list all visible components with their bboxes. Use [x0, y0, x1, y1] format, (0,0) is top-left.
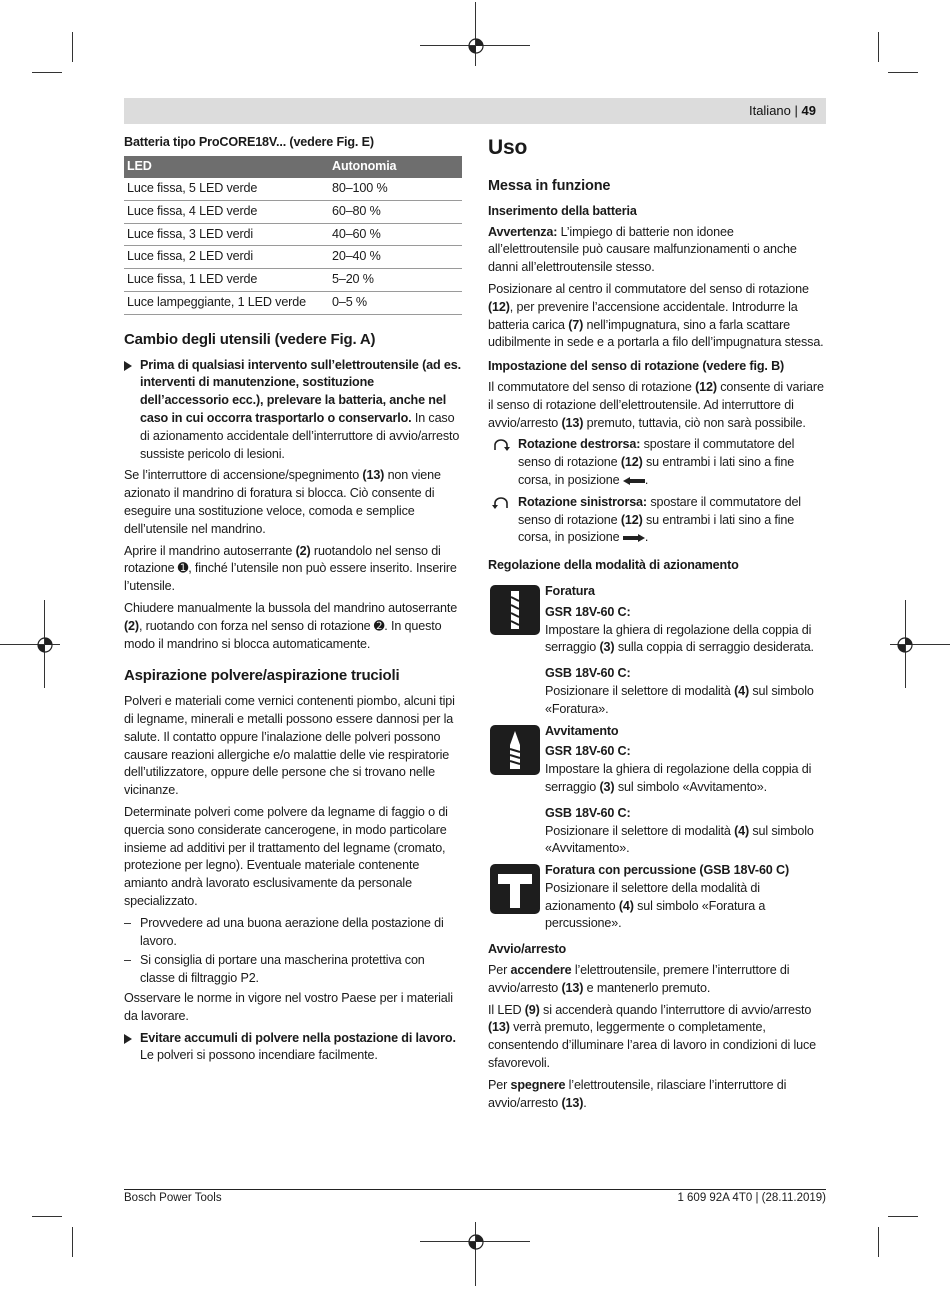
warning-bold-text: Evitare accumuli di polvere nella postazione di lavoro. [140, 1030, 456, 1045]
rotation-left-icon [492, 496, 510, 510]
bold-text: Rotazione sinistrorsa: [518, 494, 647, 509]
reference-number: (12) [488, 299, 510, 314]
table-cell: Luce fissa, 5 LED verde [124, 178, 329, 201]
text: Il LED [488, 1002, 525, 1017]
text: su entrambi i lati sino a fine corsa, in posizione [518, 455, 795, 487]
table-header-led: LED [124, 156, 329, 178]
table-header-autonomia: Autonomia [329, 156, 462, 178]
table-caption: Batteria tipo ProCORE18V... (vedere Fig. E) [124, 135, 374, 149]
left-column [124, 134, 462, 1069]
paragraph [488, 224, 826, 277]
section-title-cambio: Cambio degli utensili (vedere Fig. A) [124, 330, 376, 348]
right-column [488, 134, 826, 1116]
text: Per [488, 963, 511, 978]
crop-mark [878, 32, 879, 62]
model-label: GSR 18V-60 C: [545, 744, 631, 759]
table-cell: 0–5 % [329, 292, 462, 315]
table-cell: 60–80 % [329, 200, 462, 223]
text: , ruotando con forza nel senso di rotazione ➋. In questo modo il mandrino si blocca automaticamente. [124, 618, 442, 651]
arrow-right-icon [623, 534, 645, 542]
table-cell: 80–100 % [329, 178, 462, 201]
text: Impostare la ghiera di regolazione della coppia di serraggio [545, 622, 812, 655]
warning-arrow-icon [124, 1034, 132, 1044]
section-title-messa: Messa in funzione [488, 178, 611, 194]
list-item [124, 915, 462, 951]
reference-number: (13) [561, 980, 584, 995]
table-cell: 20–40 % [329, 246, 462, 269]
subsection-title: Avvio/arresto [488, 942, 567, 957]
list-item-text: Si consiglia di portare una mascherina protettiva con classe di filtraggio P2. [140, 953, 425, 986]
table-cell: Luce fissa, 3 LED verdi [124, 223, 329, 246]
text: su entrambi i lati sino a fine corsa, in posizione [518, 512, 795, 545]
text: Posizionare il selettore di modalità [545, 683, 735, 698]
table-cell: Luce fissa, 1 LED verde [124, 269, 329, 292]
dash-bullet: – [124, 915, 131, 930]
text: sul simbolo «Foratura a percussione». [545, 898, 766, 931]
reference-number: (13) [362, 468, 385, 483]
text: . [583, 1095, 587, 1110]
list-item [124, 952, 462, 988]
paragraph [488, 1077, 826, 1113]
table-row [124, 246, 462, 269]
warning-arrow-icon [124, 361, 132, 371]
reference-number: (4) [618, 898, 634, 913]
rotation-right-item [488, 436, 826, 489]
rotation-left-item [488, 494, 826, 547]
table-row [124, 200, 462, 223]
crop-mark [72, 1227, 73, 1257]
table-cell: 5–20 % [329, 269, 462, 292]
paragraph [545, 622, 826, 658]
text: si accenderà quando l’interruttore di avvio/arresto [539, 1002, 812, 1017]
text: . [644, 530, 649, 545]
text: nell’impugnatura, sino a farla scattare udibilmente in sede e a portarla a filo dell’impugnatura stessa. [488, 317, 824, 350]
text: Chiudere manualmente la bussola del mandrino autoserrante [124, 601, 458, 616]
reference-number: (7) [568, 317, 584, 332]
bold-text: Avvertenza: [488, 224, 558, 239]
table-cell: Luce lampeggiante, 1 LED verde [124, 292, 329, 315]
paragraph [124, 467, 462, 538]
table-header-row [124, 156, 462, 178]
text: Posizionare al centro il commutatore del senso di rotazione [488, 281, 809, 296]
paragraph [488, 281, 826, 352]
text: l’elettroutensile, premere l’interruttore di avvio/arresto [488, 963, 790, 995]
arrow-left-icon [623, 477, 645, 485]
crop-mark [72, 32, 73, 62]
paragraph: Osservare le norme in vigore nel vostro Paese per i materiali da lavorare. [124, 990, 453, 1023]
reference-number: (3) [599, 640, 615, 655]
paragraph [545, 880, 826, 933]
text: e mantenerlo premuto. [583, 980, 711, 995]
mode-title: Foratura con percussione (GSB 18V-60 C) [545, 863, 789, 878]
paragraph [545, 683, 826, 719]
text: Posizionare il selettore della modalità di azionamento [545, 880, 760, 913]
text: spostare il commutatore del senso di rotazione [518, 437, 795, 470]
text: consente di variare il senso di rotazione dell’elettroutensile. Ad interruttore di avvio/arresto [488, 379, 824, 430]
text: , per prevenire l’accensione accidentale. Introdurre la batteria carica [488, 299, 798, 332]
text: Posizionare il selettore di modalità [545, 823, 735, 838]
mode-title: Foratura [545, 583, 595, 598]
hammer-mode-icon [490, 864, 540, 914]
table-row [124, 223, 462, 246]
text: Se l’interruttore di accensione/spegnimento [124, 468, 363, 483]
chapter-title: Uso [488, 136, 528, 159]
text: . [644, 472, 649, 487]
crop-mark [32, 1216, 62, 1217]
text: verrà premuto, leggermente o completamente, consentendo d’illuminare l’area di lavoro in condizioni di luce sfavorevoli. [488, 1020, 816, 1071]
footer-brand: Bosch Power Tools [124, 1192, 222, 1204]
footer-rule [124, 1189, 826, 1190]
table-cell: 40–60 % [329, 223, 462, 246]
crop-mark [32, 72, 62, 73]
page-number: 49 [801, 103, 816, 118]
reference-number: (9) [524, 1002, 540, 1017]
subsection-title: Regolazione della modalità di azionamento [488, 558, 739, 573]
screw-mode-icon [490, 725, 540, 775]
text: sul simbolo «Foratura». [545, 683, 814, 716]
registration-mark-icon [894, 634, 916, 656]
registration-mark-icon [465, 1231, 487, 1253]
reference-number: (12) [620, 512, 643, 527]
text: sul simbolo «Avvitamento». [545, 823, 814, 856]
paragraph: Polveri e materiali come vernici contenenti piombo, alcuni tipi di legname, minerali e metalli possono essere dannosi per la salute. Il contatto oppure l’inalazione delle polveri possono causare reazioni allergiche e/o malattie delle vie respiratorie dell’utilizzatore, oppure delle persone che si trovano nelle vicinanze. [124, 694, 455, 798]
safety-warning [124, 357, 462, 464]
paragraph [488, 962, 826, 998]
paragraph [124, 600, 462, 653]
dash-bullet: – [124, 953, 131, 968]
paragraph [488, 1002, 826, 1073]
reference-number: (13) [561, 415, 584, 430]
text: l’elettroutensile, rilasciare l’interruttore di avvio/arresto [488, 1077, 787, 1110]
paragraph: Determinate polveri come polvere da legname di faggio o di quercia sono considerate cancerogene, in modo particolare insieme ad additivi per il trattamento del legname (cromato, protezione per legno). Eventuale materiale contenente amianto andrà lavorato esclusivamente da personale specializzato. [124, 805, 448, 908]
reference-number: (12) [620, 455, 643, 470]
crop-mark [878, 1227, 879, 1257]
warning-text: Le polveri si possono incendiare facilmente. [140, 1048, 378, 1063]
registration-mark-icon [34, 634, 56, 656]
table-cell: Luce fissa, 4 LED verde [124, 200, 329, 223]
model-label: GSB 18V-60 C: [545, 805, 631, 820]
section-title-aspirazione: Aspirazione polvere/aspirazione trucioli [124, 667, 400, 685]
reference-number: (2) [295, 543, 311, 558]
paragraph [124, 543, 462, 596]
text: sul simbolo «Avvitamento». [614, 779, 767, 794]
model-label: GSB 18V-60 C: [545, 666, 631, 681]
text: premuto, tuttavia, ciò non sarà possibile. [583, 415, 806, 430]
text: ruotandolo nel senso di rotazione ➊, finché l’utensile non può essere inserito. Inserire l’utensile. [124, 543, 457, 594]
text: non viene azionato il mandrino di foratura si blocca. Ciò consente di eseguire una sostituzione veloce, comoda e semplice dell’utensile nel mandrino. [124, 468, 441, 536]
header-language: Italiano [748, 103, 791, 118]
drill-mode-icon [490, 585, 540, 635]
table-row [124, 178, 462, 201]
warning-bold-text: Prima di qualsiasi intervento sull’elettroutensile (ad es. interventi di manutenzione, sostituzione dell’accessorio ecc.), prelevare la batteria, anche nel caso in cui occorra trasportarlo o conservarlo. [140, 357, 461, 426]
table-cell: Luce fissa, 2 LED verdi [124, 246, 329, 269]
battery-led-table [124, 156, 462, 315]
reference-number: (4) [734, 823, 750, 838]
reference-number: (4) [734, 683, 750, 698]
text: spostare il commutatore del senso di rotazione [518, 494, 801, 527]
subsection-title: Inserimento della batteria [488, 203, 637, 218]
mode-foratura [488, 583, 826, 719]
warning-text: In caso di azionamento accidentale dell’interruttore di avvio/arresto sussiste pericolo di lesioni. [140, 411, 460, 461]
reference-number: (13) [488, 1020, 510, 1035]
text: Il commutatore del senso di rotazione [488, 379, 696, 394]
model-label: GSR 18V-60 C: [545, 604, 631, 619]
bold-text: accendere [510, 963, 572, 978]
text: Per [488, 1077, 511, 1092]
paragraph [488, 379, 826, 432]
footer-doc-number: 1 609 92A 4T0 | (28.11.2019) [677, 1192, 826, 1204]
rotation-right-icon [492, 438, 510, 452]
bold-text: Rotazione destrorsa: [518, 437, 641, 452]
mode-avvitamento [488, 723, 826, 859]
reference-number: (13) [561, 1095, 584, 1110]
text: Aprire il mandrino autoserrante [124, 543, 296, 558]
paragraph [545, 823, 826, 859]
mode-title: Avvitamento [545, 723, 619, 738]
header-text [749, 103, 816, 118]
bold-text: spegnere [510, 1077, 566, 1092]
crop-mark [888, 1216, 918, 1217]
text: L’impiego di batterie non idonee all’elettroutensile può causare malfunzionamenti o anche danni all’elettroutensile stesso. [488, 224, 797, 275]
reference-number: (2) [124, 618, 139, 633]
crop-mark [888, 72, 918, 73]
text: sulla coppia di serraggio desiderata. [614, 640, 814, 655]
paragraph [545, 761, 826, 797]
table-row [124, 269, 462, 292]
list-item-text: Provvedere ad una buona aerazione della postazione di lavoro. [140, 915, 444, 948]
page-header [124, 98, 826, 124]
mode-percussione [488, 862, 826, 933]
registration-mark-icon [465, 35, 487, 57]
reference-number: (3) [599, 779, 615, 794]
header-separator: | [794, 103, 798, 118]
table-row [124, 292, 462, 315]
text: Impostare la ghiera di regolazione della coppia di serraggio [545, 762, 812, 794]
reference-number: (12) [695, 379, 717, 394]
safety-warning [124, 1030, 462, 1066]
subsection-title: Impostazione del senso di rotazione (vedere fig. B) [488, 359, 785, 374]
